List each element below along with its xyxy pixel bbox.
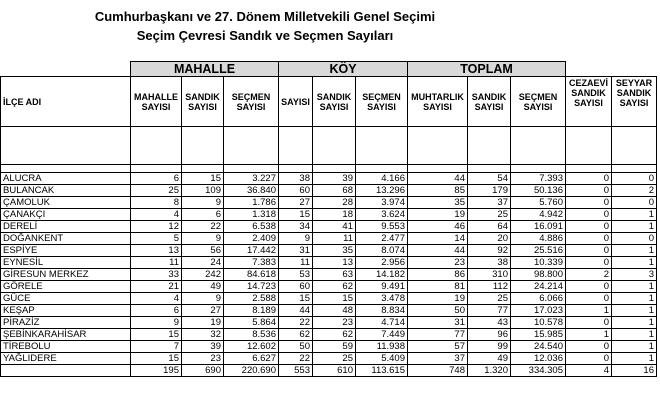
table-cell: 0 — [566, 233, 612, 245]
table-cell: 2.409 — [224, 233, 279, 245]
table-row — [1, 173, 657, 185]
header-cezaevi: CEZAEVİ SANDIK SAYISI — [566, 77, 612, 127]
table-cell: 2.956 — [356, 257, 408, 269]
table-row — [1, 341, 657, 353]
table-cell: 31 — [279, 245, 313, 257]
header-mahalle-secmen: SEÇMEN SAYISI — [224, 77, 279, 127]
header-toplam-secmen: SEÇMEN SAYISI — [511, 77, 566, 127]
table-cell: 77 — [468, 305, 511, 317]
table-cell: 13.296 — [356, 185, 408, 197]
group-mahalle: MAHALLE — [131, 62, 279, 77]
table-cell: 4 — [131, 293, 182, 305]
table-cell: 17.023 — [511, 305, 566, 317]
table-cell: 19 — [182, 317, 224, 329]
total-cell: 748 — [408, 365, 468, 377]
table-cell: 85 — [408, 185, 468, 197]
total-cell: 610 — [313, 365, 356, 377]
table-cell: 3.974 — [356, 197, 408, 209]
table-cell: 7.383 — [224, 257, 279, 269]
total-cell: 113.615 — [356, 365, 408, 377]
table-cell: 84.618 — [224, 269, 279, 281]
table-cell: 24.214 — [511, 281, 566, 293]
total-cell: 334.305 — [511, 365, 566, 377]
table-cell: 28 — [313, 197, 356, 209]
table-cell: 44 — [408, 173, 468, 185]
header-mahalle-sandik: SANDIK SAYISI — [182, 77, 224, 127]
table-cell: 4.942 — [511, 209, 566, 221]
table-cell: 11 — [279, 257, 313, 269]
total-cell: 690 — [182, 365, 224, 377]
spacer-row — [1, 127, 657, 165]
table-cell: 3 — [612, 269, 657, 281]
table-cell: 24 — [182, 257, 224, 269]
table-cell: 5.760 — [511, 197, 566, 209]
table-cell: 60 — [279, 281, 313, 293]
table-cell: 1.318 — [224, 209, 279, 221]
table-cell: 5 — [131, 233, 182, 245]
table-cell: 4 — [131, 209, 182, 221]
district-name-cell: KEŞAP — [1, 305, 131, 317]
total-cell: 220.690 — [224, 365, 279, 377]
column-header-row — [1, 77, 657, 127]
table-cell: 21 — [131, 281, 182, 293]
table-cell: 17.442 — [224, 245, 279, 257]
table-cell: 1 — [612, 317, 657, 329]
table-cell: 0 — [612, 233, 657, 245]
table-cell: 54 — [468, 173, 511, 185]
table-cell: 49 — [182, 281, 224, 293]
voter-statistics-table — [0, 61, 657, 377]
table-cell: 6 — [182, 209, 224, 221]
table-cell: 1 — [612, 257, 657, 269]
table-cell: 22 — [279, 353, 313, 365]
totals-row — [1, 365, 657, 377]
table-cell: 2 — [566, 269, 612, 281]
table-cell: 25 — [313, 353, 356, 365]
table-cell: 12.602 — [224, 341, 279, 353]
table-cell: 9 — [182, 197, 224, 209]
table-cell: 11 — [313, 233, 356, 245]
district-name-cell: DERELİ — [1, 221, 131, 233]
table-cell: 0 — [566, 209, 612, 221]
table-cell: 0 — [566, 221, 612, 233]
spacer-row — [1, 165, 657, 173]
table-cell: 1 — [566, 329, 612, 341]
table-cell: 15 — [279, 209, 313, 221]
table-cell: 9 — [182, 233, 224, 245]
document-subtitle: Seçim Çevresi Sandık ve Seçmen Sayıları — [136, 28, 394, 43]
district-name-cell: PİRAZİZ — [1, 317, 131, 329]
group-koy: KÖY — [279, 62, 408, 77]
table-row — [1, 305, 657, 317]
table-cell: 46 — [408, 221, 468, 233]
table-cell: 50 — [279, 341, 313, 353]
table-cell: 15 — [131, 329, 182, 341]
table-cell: 22 — [279, 317, 313, 329]
table-cell: 0 — [566, 341, 612, 353]
table-cell: 36.840 — [224, 185, 279, 197]
table-cell: 3.624 — [356, 209, 408, 221]
table-cell: 38 — [468, 257, 511, 269]
table-cell: 63 — [313, 269, 356, 281]
group-header-row — [1, 62, 657, 77]
table-cell: 0 — [612, 197, 657, 209]
table-cell: 22 — [182, 221, 224, 233]
table-cell: 6.066 — [511, 293, 566, 305]
table-row — [1, 317, 657, 329]
district-name-cell: GÜCE — [1, 293, 131, 305]
table-row — [1, 329, 657, 341]
table-cell: 34 — [279, 221, 313, 233]
table-cell: 9 — [131, 317, 182, 329]
group-toplam: TOPLAM — [408, 62, 566, 77]
district-name-cell: GİRESUN MERKEZ — [1, 269, 131, 281]
table-row — [1, 197, 657, 209]
table-cell: 15 — [279, 293, 313, 305]
table-cell: 24.540 — [511, 341, 566, 353]
table-cell: 25 — [131, 185, 182, 197]
table-cell: 44 — [408, 245, 468, 257]
table-cell: 109 — [182, 185, 224, 197]
district-name-cell: DOĞANKENT — [1, 233, 131, 245]
district-name-cell: TİREBOLU — [1, 341, 131, 353]
table-cell: 1 — [612, 341, 657, 353]
table-cell: 99 — [468, 341, 511, 353]
table-cell: 49 — [468, 353, 511, 365]
table-cell: 5.409 — [356, 353, 408, 365]
document-title: Cumhurbaşkanı ve 27. Dönem Milletvekili Genel Seçimi — [94, 9, 436, 24]
table-cell: 50.136 — [511, 185, 566, 197]
district-name-cell: YAĞLIDERE — [1, 353, 131, 365]
table-cell: 14.723 — [224, 281, 279, 293]
table-cell: 62 — [279, 329, 313, 341]
table-cell: 7.449 — [356, 329, 408, 341]
table-cell: 39 — [182, 341, 224, 353]
table-cell: 1 — [612, 209, 657, 221]
table-cell: 3.227 — [224, 173, 279, 185]
table-cell: 1 — [612, 281, 657, 293]
table-cell: 32 — [182, 329, 224, 341]
table-cell: 31 — [408, 317, 468, 329]
district-name-cell: GÖRELE — [1, 281, 131, 293]
table-cell: 0 — [612, 173, 657, 185]
table-cell: 37 — [408, 353, 468, 365]
table-cell: 50 — [408, 305, 468, 317]
table-cell: 7 — [131, 341, 182, 353]
table-cell: 15.985 — [511, 329, 566, 341]
total-cell: 553 — [279, 365, 313, 377]
table-cell: 8.834 — [356, 305, 408, 317]
table-cell: 81 — [408, 281, 468, 293]
table-cell: 86 — [408, 269, 468, 281]
district-name-cell: ŞEBİNKARAHİSAR — [1, 329, 131, 341]
table-cell: 92 — [468, 245, 511, 257]
table-cell: 25 — [468, 293, 511, 305]
table-cell: 13 — [313, 257, 356, 269]
header-seyyar: SEYYAR SANDIK SAYISI — [612, 77, 657, 127]
table-cell: 1 — [612, 293, 657, 305]
table-cell: 2.477 — [356, 233, 408, 245]
table-row — [1, 209, 657, 221]
table-cell: 9.491 — [356, 281, 408, 293]
table-cell: 15 — [182, 173, 224, 185]
table-cell: 23 — [313, 317, 356, 329]
table-cell: 59 — [313, 341, 356, 353]
total-cell — [1, 365, 131, 377]
table-cell: 56 — [182, 245, 224, 257]
table-cell: 15 — [131, 353, 182, 365]
table-cell: 2 — [612, 185, 657, 197]
header-toplam-sandik: SANDIK SAYISI — [468, 77, 511, 127]
table-cell: 38 — [279, 173, 313, 185]
table-cell: 1 — [612, 245, 657, 257]
table-cell: 0 — [566, 281, 612, 293]
district-name-cell: ESPİYE — [1, 245, 131, 257]
table-row — [1, 233, 657, 245]
table-cell: 1 — [612, 305, 657, 317]
table-cell: 4.886 — [511, 233, 566, 245]
table-cell: 62 — [313, 329, 356, 341]
district-name-cell: EYNESİL — [1, 257, 131, 269]
table-row — [1, 185, 657, 197]
table-cell: 0 — [566, 353, 612, 365]
table-cell: 0 — [566, 173, 612, 185]
table-cell: 0 — [566, 185, 612, 197]
table-cell: 8.189 — [224, 305, 279, 317]
table-cell: 77 — [408, 329, 468, 341]
table-cell: 37 — [468, 197, 511, 209]
header-koy-sandik: SANDIK SAYISI — [313, 77, 356, 127]
table-cell: 43 — [468, 317, 511, 329]
district-name-cell: ÇAMOLUK — [1, 197, 131, 209]
table-cell: 6.627 — [224, 353, 279, 365]
header-ilce: İLÇE ADI — [1, 77, 131, 127]
table-cell: 18 — [313, 209, 356, 221]
table-cell: 6 — [131, 305, 182, 317]
table-cell: 13 — [131, 245, 182, 257]
header-mahalle-sayisi: MAHALLE SAYISI — [131, 77, 182, 127]
table-cell: 35 — [313, 245, 356, 257]
table-cell: 0 — [566, 197, 612, 209]
table-cell: 179 — [468, 185, 511, 197]
table-cell: 25 — [468, 209, 511, 221]
table-cell: 242 — [182, 269, 224, 281]
table-cell: 64 — [468, 221, 511, 233]
table-cell: 8 — [131, 197, 182, 209]
table-cell: 11.938 — [356, 341, 408, 353]
table-cell: 1.786 — [224, 197, 279, 209]
header-koy-sayisi: SAYISI — [279, 77, 313, 127]
table-cell: 96 — [468, 329, 511, 341]
district-name-cell: ÇANAKÇI — [1, 209, 131, 221]
table-cell: 0 — [566, 293, 612, 305]
table-row — [1, 353, 657, 365]
table-row — [1, 221, 657, 233]
table-cell: 1 — [566, 305, 612, 317]
table-cell: 0 — [566, 245, 612, 257]
table-cell: 16.091 — [511, 221, 566, 233]
total-cell: 195 — [131, 365, 182, 377]
table-cell: 20 — [468, 233, 511, 245]
table-cell: 9.553 — [356, 221, 408, 233]
table-cell: 25.516 — [511, 245, 566, 257]
table-cell: 112 — [468, 281, 511, 293]
table-cell: 98.800 — [511, 269, 566, 281]
table-cell: 53 — [279, 269, 313, 281]
table-cell: 310 — [468, 269, 511, 281]
table-row — [1, 245, 657, 257]
table-cell: 15 — [313, 293, 356, 305]
table-cell: 8.536 — [224, 329, 279, 341]
table-cell: 23 — [408, 257, 468, 269]
table-cell: 39 — [313, 173, 356, 185]
table-cell: 10.339 — [511, 257, 566, 269]
table-cell: 3.478 — [356, 293, 408, 305]
table-cell: 19 — [408, 293, 468, 305]
table-cell: 6 — [131, 173, 182, 185]
table-row — [1, 281, 657, 293]
table-cell: 1 — [612, 353, 657, 365]
table-cell: 4.166 — [356, 173, 408, 185]
header-koy-secmen: SEÇMEN SAYISI — [356, 77, 408, 127]
table-cell: 33 — [131, 269, 182, 281]
total-cell: 16 — [612, 365, 657, 377]
table-cell: 35 — [408, 197, 468, 209]
table-cell: 60 — [279, 185, 313, 197]
table-cell: 0 — [566, 317, 612, 329]
table-cell: 4.714 — [356, 317, 408, 329]
table-cell: 7.393 — [511, 173, 566, 185]
district-name-cell: ALUCRA — [1, 173, 131, 185]
table-cell: 44 — [279, 305, 313, 317]
table-cell: 5.864 — [224, 317, 279, 329]
table-cell: 27 — [182, 305, 224, 317]
total-cell: 1.320 — [468, 365, 511, 377]
table-cell: 11 — [131, 257, 182, 269]
total-cell: 4 — [566, 365, 612, 377]
table-cell: 0 — [566, 257, 612, 269]
district-name-cell: BULANCAK — [1, 185, 131, 197]
table-cell: 14 — [408, 233, 468, 245]
table-cell: 19 — [408, 209, 468, 221]
table-cell: 6.538 — [224, 221, 279, 233]
table-row — [1, 257, 657, 269]
table-cell: 27 — [279, 197, 313, 209]
table-cell: 57 — [408, 341, 468, 353]
header-muhtarlik: MUHTARLIK SAYISI — [408, 77, 468, 127]
table-cell: 12.036 — [511, 353, 566, 365]
table-cell: 68 — [313, 185, 356, 197]
table-cell: 1 — [612, 329, 657, 341]
table-cell: 2.588 — [224, 293, 279, 305]
table-cell: 14.182 — [356, 269, 408, 281]
table-cell: 9 — [182, 293, 224, 305]
table-cell: 48 — [313, 305, 356, 317]
table-cell: 8.074 — [356, 245, 408, 257]
table-cell: 62 — [313, 281, 356, 293]
table-cell: 23 — [182, 353, 224, 365]
table-cell: 1 — [612, 221, 657, 233]
table-row — [1, 293, 657, 305]
table-row — [1, 269, 657, 281]
table-cell: 41 — [313, 221, 356, 233]
table-cell: 9 — [279, 233, 313, 245]
table-cell: 10.578 — [511, 317, 566, 329]
table-cell: 12 — [131, 221, 182, 233]
